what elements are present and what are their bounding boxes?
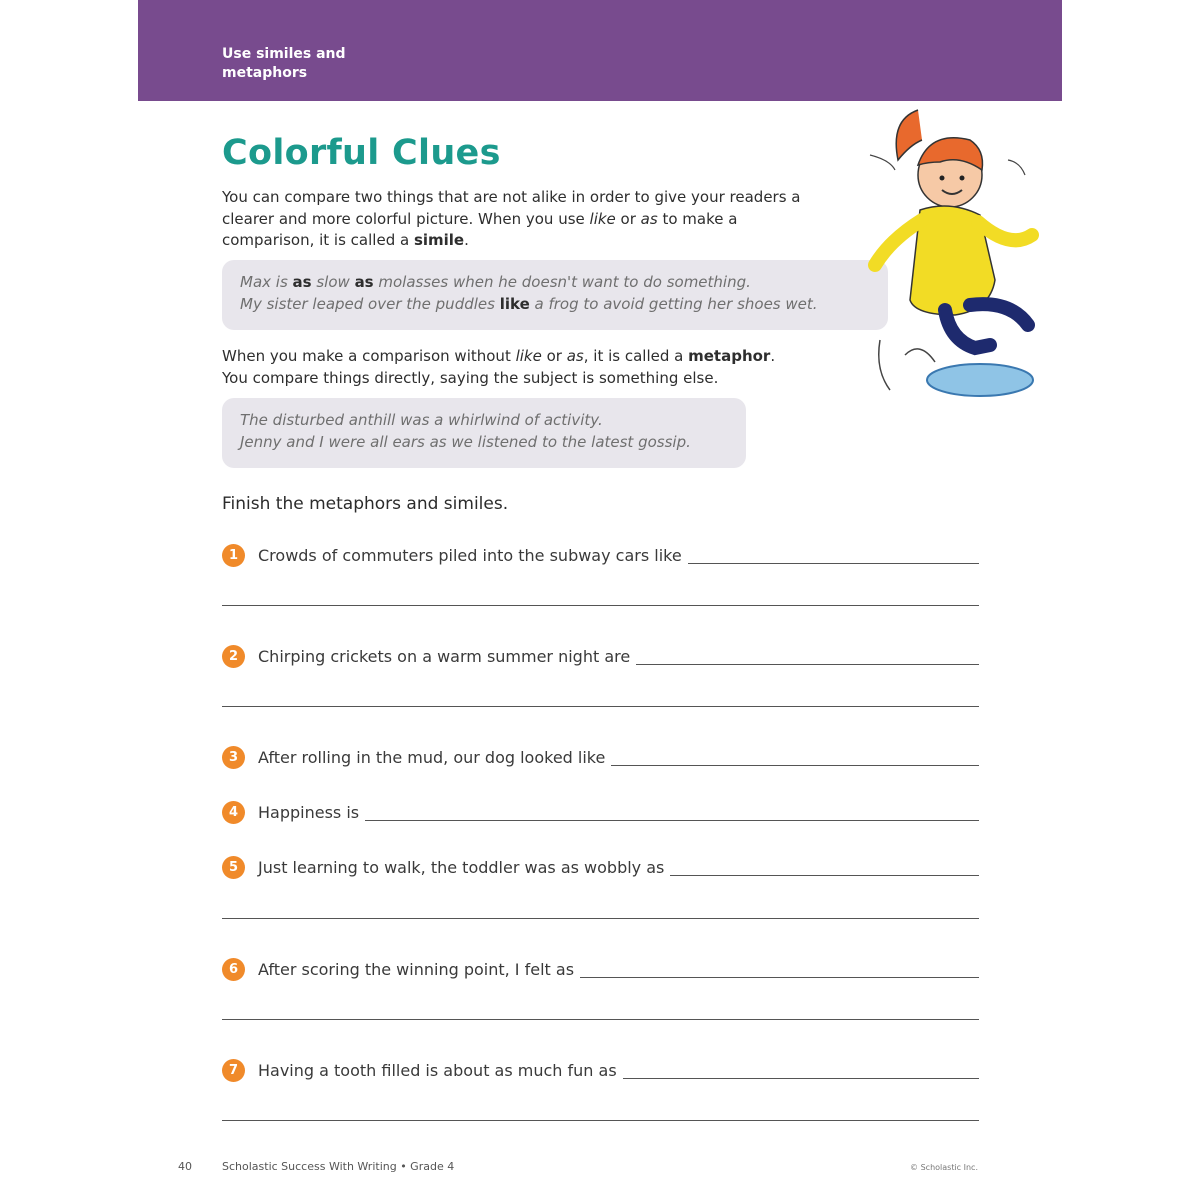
ponytail <box>896 110 922 160</box>
metaphor-intro <box>222 346 822 389</box>
splash-line <box>905 349 935 362</box>
metaphor-like: like <box>515 347 542 365</box>
ex-text: molasses when he doesn't want to do something. <box>373 273 751 291</box>
motion-line <box>1008 160 1025 175</box>
arm-right <box>978 222 1032 240</box>
intro-end: . <box>464 231 469 249</box>
number-badge: 5 <box>222 856 245 879</box>
simile-example-1 <box>240 271 870 293</box>
intro-as: as <box>640 209 658 228</box>
simile-examples-box <box>222 260 888 330</box>
answer-line[interactable] <box>222 1120 979 1121</box>
question-1 <box>222 544 979 568</box>
motion-line <box>870 155 895 170</box>
eye <box>940 176 945 181</box>
question-2 <box>222 645 979 669</box>
metaphor-text: When you make a comparison without <box>222 347 516 365</box>
answer-line[interactable] <box>222 918 979 919</box>
intro-or: or <box>615 209 641 228</box>
question-4 <box>222 801 979 825</box>
eye <box>960 176 965 181</box>
ex-text: Max is <box>240 273 293 291</box>
ex-text: slow <box>311 273 355 291</box>
book-title: Scholastic Success With Writing • Grade 4 <box>222 1160 455 1173</box>
answer-line[interactable] <box>222 706 979 707</box>
number-badge: 3 <box>222 746 245 769</box>
ex-text: a frog to avoid getting her shoes wet. <box>529 295 818 313</box>
topic-label: Use similes and metaphors <box>222 46 346 81</box>
page-number: 40 <box>178 1160 192 1173</box>
intro-text-2: to make a comparison, it is called a <box>222 209 738 249</box>
metaphor-examples-box <box>222 398 746 468</box>
intro-text: You can compare two things that are not alike in order to give your readers a clearer and more colorful picture. When you use <box>222 188 801 228</box>
topic-banner <box>138 0 1062 101</box>
question-3 <box>222 746 979 770</box>
number-badge: 2 <box>222 645 245 668</box>
leg-left <box>945 310 990 348</box>
simile-intro <box>222 187 802 252</box>
question-text: Just learning to walk, the toddler was as wobbly as <box>258 856 670 880</box>
leg-right <box>970 304 1028 325</box>
metaphor-end: . <box>770 347 776 365</box>
girl-jumping-puddle-illustration <box>860 100 1054 406</box>
simile-example-2 <box>240 293 870 315</box>
answer-line[interactable] <box>222 1019 979 1020</box>
question-text: Crowds of commuters piled into the subway cars like <box>258 544 688 568</box>
number-badge: 4 <box>222 801 245 824</box>
answer-line[interactable] <box>222 605 979 606</box>
question-6 <box>222 958 979 982</box>
metaphor-example-2: Jenny and I were all ears as we listened to the latest gossip. <box>240 433 691 451</box>
metaphor-example-1: The disturbed anthill was a whirlwind of activity. <box>240 411 603 429</box>
question-text: After scoring the winning point, I felt as <box>258 958 580 982</box>
ex-bold: as <box>292 273 312 291</box>
metaphor-or: or <box>541 347 567 365</box>
question-text: Chirping crickets on a warm summer night are <box>258 645 636 669</box>
number-badge: 7 <box>222 1059 245 1082</box>
copyright: © Scholastic Inc. <box>910 1163 978 1172</box>
ex-bold: like <box>499 295 530 313</box>
question-5 <box>222 856 979 880</box>
simile-term: simile <box>413 231 465 249</box>
answer-line[interactable] <box>258 820 979 821</box>
instruction: Finish the metaphors and similes. <box>222 494 509 514</box>
number-badge: 6 <box>222 958 245 981</box>
intro-like: like <box>589 209 616 228</box>
number-badge: 1 <box>222 544 245 567</box>
metaphor-line-2: You compare things directly, saying the subject is something else. <box>222 368 719 387</box>
splash-line <box>879 340 890 390</box>
question-text: Having a tooth filled is about as much fun as <box>258 1059 623 1083</box>
question-7 <box>222 1059 979 1083</box>
question-text: Happiness is <box>258 801 365 825</box>
question-text: After rolling in the mud, our dog looked like <box>258 746 611 770</box>
puddle-icon <box>927 364 1033 396</box>
metaphor-as: as <box>566 347 584 365</box>
ex-text: My sister leaped over the puddles <box>240 295 500 313</box>
ex-bold: as <box>354 273 374 291</box>
metaphor-text-2: , it is called a <box>583 347 689 365</box>
metaphor-term: metaphor <box>688 347 771 365</box>
page-title: Colorful Clues <box>222 133 501 173</box>
worksheet-page <box>138 0 1062 1200</box>
